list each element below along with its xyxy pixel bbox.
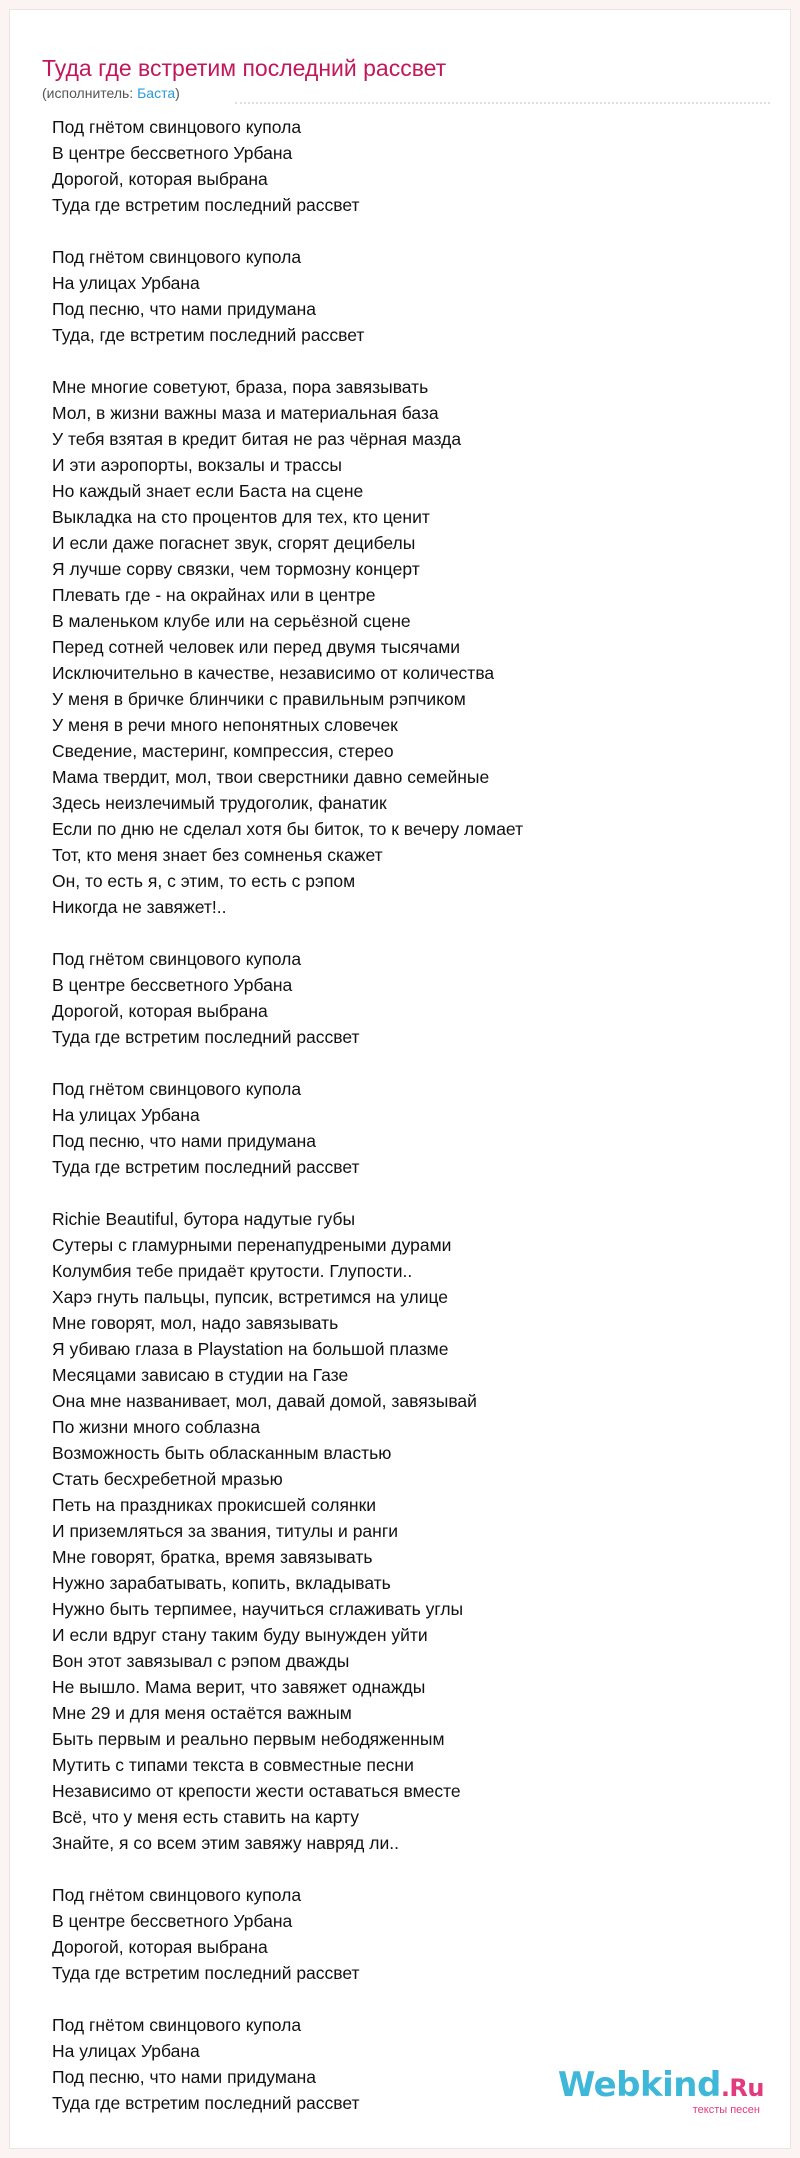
lyric-line: По жизни много соблазна [52,1417,261,1437]
lyric-line: Если по дню не сделал хотя бы биток, то к вечеру ломает [52,819,524,839]
lyric-line: У меня в бричке блинчики с правильным рэпчиком [52,689,466,709]
lyric-line: Нужно быть терпимее, научиться сглаживать углы [52,1599,464,1619]
lyric-line: Перед сотней человек или перед двумя тысячами [52,637,461,657]
lyric-line: И приземляться за звания, титулы и ранги [52,1521,398,1541]
lyric-line: Знайте, я со всем этим завяжу навряд ли.. [52,1833,399,1853]
lyrics-stanza [52,946,760,1050]
lyric-line: В центре бессветного Урбана [52,143,293,163]
lyric-line: Колумбия тебе придаёт крутости. Глупости.. [52,1261,413,1281]
lyric-line: Не вышло. Мама верит, что завяжет однажды [52,1677,426,1697]
lyric-line: Быть первым и реально первым небодяженным [52,1729,445,1749]
lyric-line: Никогда не завяжет!.. [52,897,227,917]
logo-wordmark [558,2067,764,2106]
artist-link[interactable]: Баста [137,85,176,101]
lyrics-body [52,114,760,2142]
lyric-line: Мне 29 и для меня остаётся важным [52,1703,352,1723]
site-logo[interactable] [558,2067,764,2116]
lyric-line: У тебя взятая в кредит битая не раз чёрная мазда [52,429,462,449]
lyric-line: Плевать где - на окрайнах или в центре [52,585,376,605]
lyric-line: Нужно зарабатывать, копить, вкладывать [52,1573,391,1593]
lyric-line: Возможность быть обласканным властью [52,1443,392,1463]
lyrics-stanza [52,1206,760,1856]
lyric-line: Петь на праздниках прокисшей солянки [52,1495,377,1515]
lyric-line: Под гнётом свинцового купола [52,117,302,137]
lyric-line: Под гнётом свинцового купола [52,2015,302,2035]
lyric-line: Здесь неизлечимый трудоголик, фанатик [52,793,387,813]
lyric-line: Я убиваю глаза в Playstation на большой плазме [52,1339,449,1359]
lyric-line: Независимо от крепости жести оставаться вместе [52,1781,461,1801]
lyric-line: Под песню, что нами придумана [52,2067,316,2087]
lyric-line: В центре бессветного Урбана [52,975,293,995]
lyric-line: Но каждый знает если Баста на сцене [52,481,364,501]
lyric-line: Туда, где встретим последний рассвет [52,325,365,345]
lyric-line: Туда где встретим последний рассвет [52,1027,360,1047]
lyric-line: Дорогой, которая выбрана [52,1001,268,1021]
lyric-line: Харэ гнуть пальцы, пупсик, встретимся на улице [52,1287,449,1307]
lyric-line: И если даже погаснет звук, сгорят децибелы [52,533,416,553]
lyric-line: И эти аэропорты, вокзалы и трассы [52,455,342,475]
lyric-line: Мне многие советуют, браза, пора завязывать [52,377,429,397]
lyric-line: Richie Beautiful, бутора надутые губы [52,1209,356,1229]
lyric-line: Исключительно в качестве, независимо от количества [52,663,495,683]
lyric-line: Под песню, что нами придумана [52,299,316,319]
lyric-line: Мол, в жизни важны маза и материальная база [52,403,439,423]
lyric-line: Всё, что у меня есть ставить на карту [52,1807,359,1827]
lyric-line: На улицах Урбана [52,1105,200,1125]
lyric-line: Под гнётом свинцового купола [52,949,302,969]
logo-main-text: Webkind [557,2065,721,2105]
artist-prefix: (исполнитель: [42,85,138,101]
artist-suffix: ) [175,85,180,101]
lyric-line: У меня в речи много непонятных словечек [52,715,398,735]
lyrics-stanza [52,1882,760,1986]
lyric-line: Дорогой, которая выбрана [52,169,268,189]
lyric-line: И если вдруг стану таким буду вынужден уйти [52,1625,428,1645]
lyric-line: Под гнётом свинцового купола [52,1885,302,1905]
lyric-line: Туда где встретим последний рассвет [52,195,360,215]
lyric-line: На улицах Урбана [52,273,200,293]
song-title: Туда где встретим последний рассвет [42,55,447,81]
lyric-line: Сутеры с гламурными перенапудреными дурами [52,1235,452,1255]
lyric-line: В центре бессветного Урбана [52,1911,293,1931]
lyric-line: Мама твердит, мол, твои сверстники давно семейные [52,767,490,787]
lyrics-stanza [52,244,760,348]
lyric-line: Вон этот завязывал с рэпом дважды [52,1651,350,1671]
lyric-line: Он, то есть я, с этим, то есть с рэпом [52,871,356,891]
lyric-line: Я лучше сорву связки, чем тормозну концерт [52,559,420,579]
lyric-line: Мне говорят, братка, время завязывать [52,1547,373,1567]
lyric-line: Туда где встретим последний рассвет [52,1963,360,1983]
logo-tld-text: .Ru [720,2074,764,2102]
lyric-line: Мне говорят, мол, надо завязывать [52,1313,339,1333]
lyric-line: Сведение, мастеринг, компрессия, стерео [52,741,394,761]
logo-tagline: тексты песен [692,2104,760,2116]
lyrics-stanza [52,114,760,218]
lyric-line: Туда где встретим последний рассвет [52,2093,360,2113]
lyric-line: На улицах Урбана [52,2041,200,2061]
lyric-line: Под песню, что нами придумана [52,1131,316,1151]
lyric-line: Мутить с типами текста в совместные песни [52,1755,414,1775]
lyric-line: Под гнётом свинцового купола [52,247,302,267]
page-container [9,9,791,2149]
lyrics-stanza [52,374,760,920]
lyric-line: Под гнётом свинцового купола [52,1079,302,1099]
lyric-line: В маленьком клубе или на серьёзной сцене [52,611,411,631]
title-divider [235,102,770,104]
lyrics-stanza [52,1076,760,1180]
lyric-line: Тот, кто меня знает без сомненья скажет [52,845,383,865]
lyric-line: Туда где встретим последний рассвет [52,1157,360,1177]
lyric-line: Выкладка на сто процентов для тех, кто ценит [52,507,430,527]
artist-line [42,84,180,102]
lyric-line: Стать бесхребетной мразью [52,1469,283,1489]
lyric-line: Дорогой, которая выбрана [52,1937,268,1957]
lyric-line: Она мне названивает, мол, давай домой, завязывай [52,1391,477,1411]
lyric-line: Месяцами зависаю в студии на Газе [52,1365,349,1385]
